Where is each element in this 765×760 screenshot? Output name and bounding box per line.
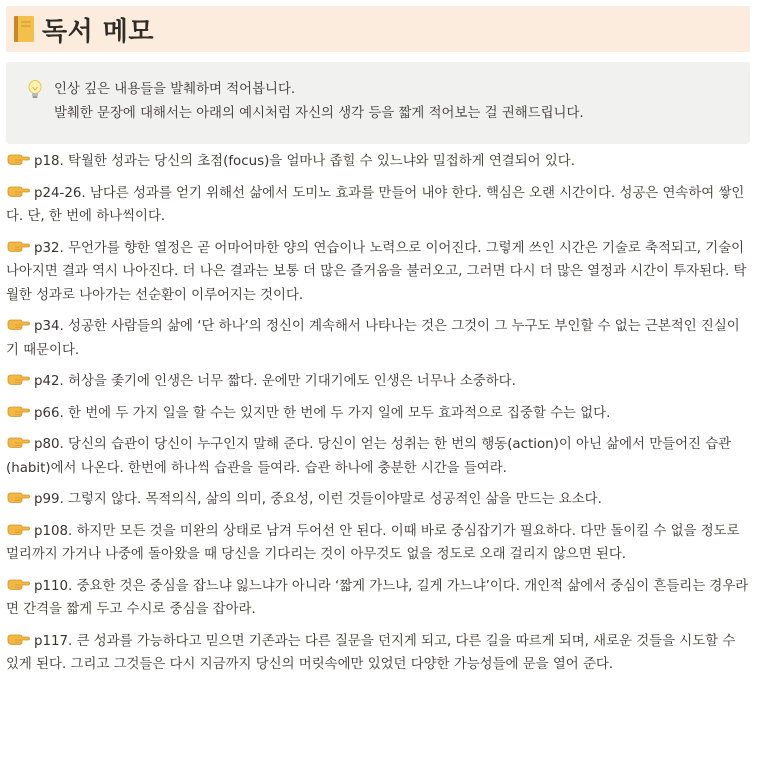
pointing-hand-icon: [6, 632, 30, 646]
note-text: [6, 182, 750, 229]
page-title[interactable]: 독서 메모: [42, 16, 155, 47]
note-item[interactable]: [6, 433, 750, 480]
note-body: p110. 중요한 것은 중심을 잡느냐 잃느냐가 아니라 ‘짧게 가느냐, 길게 가느냐’이다. 개인적 삶에서 중심이 흔들리는 경우라면 간격을 짧게 두고 수시로 중심을 잡아라.: [6, 578, 749, 617]
note-item[interactable]: [6, 575, 750, 622]
note-item[interactable]: [6, 630, 750, 677]
note-body: p80. 당신의 습관이 당신이 누구인지 말해 준다. 당신이 얻는 성취는 한 번의 행동(action)이 아닌 삶에서 만들어진 습관(habit)에서 나온다. 한번에 하나씩 습관을 들여라. 습관 하나에 충분한 시간을 들여라.: [6, 437, 732, 476]
note-body: p66. 한 번에 두 가지 일을 할 수는 있지만 한 번에 두 가지 일에 모두 효과적으로 집중할 수는 없다.: [34, 405, 611, 421]
book-icon: [12, 14, 38, 44]
note-body: p24-26. 남다른 성과를 얻기 위해선 삶에서 도미노 효과를 만들어 내야 한다. 핵심은 오랜 시간이다. 성공은 연속하여 쌓인다. 단, 한 번에 하나씩이다.: [6, 185, 745, 224]
note-text: [6, 402, 610, 426]
note-body: p99. 그렇지 않다. 목적의식, 삶의 의미, 중요성, 이런 것들이야말로 성공적인 삶을 만드는 요소다.: [34, 492, 602, 507]
notes-list: [6, 150, 750, 677]
pointing-hand-icon: [6, 577, 30, 591]
callout-text[interactable]: [54, 78, 584, 144]
pointing-hand-icon: [6, 152, 30, 166]
pointing-hand-icon: [6, 490, 30, 504]
pointing-hand-icon: [6, 239, 30, 253]
note-text: [6, 433, 750, 480]
note-text: [6, 488, 602, 512]
pointing-hand-icon: [6, 435, 30, 449]
pointing-hand-icon: [6, 372, 30, 386]
note-text: [6, 150, 575, 174]
callout-line: 인상 깊은 내용들을 발췌하며 적어봅니다.: [54, 82, 296, 97]
page-title-bar: [6, 6, 750, 52]
note-text: [6, 520, 750, 567]
note-text: [6, 315, 750, 362]
note-text: [6, 370, 516, 394]
note-text: [6, 630, 750, 677]
note-body: p32. 무언가를 향한 열정은 곧 어마어마한 양의 연습이나 노력으로 이어진다. 그렇게 쓰인 시간은 기술로 축적되고, 기술이 나아지면 결과 역시 나아진다. 더 나은 결과는 보통 더 많은 즐거움을 불러오고, 그러면 다시 더 많은 열정과 시간이 투자된다. 탁월한 성과로 나아가는 선순환이 이루어지는 것이다.: [6, 240, 747, 303]
note-body: p108. 하지만 모든 것을 미완의 상태로 남겨 두어선 안 된다. 이때 바로 중심잡기가 필요하다. 다만 돌이킬 수 없을 정도로 멀리까지 가거나 나중에 돌아왔을 때 당신을 기다리는 것이 아무것도 없을 정도로 오래 걸리지 않으면 된다.: [6, 523, 740, 562]
pointing-hand-icon: [6, 317, 30, 331]
note-body: p42. 허상을 좇기에 인생은 너무 짧다. 운에만 기대기에도 인생은 너무나 소중하다.: [34, 374, 516, 389]
pointing-hand-icon: [6, 522, 30, 536]
callout-line: 발췌한 문장에 대해서는 아래의 예시처럼 자신의 생각 등을 짧게 적어보는 걸 권해드립니다.: [54, 106, 584, 121]
note-item[interactable]: [6, 315, 750, 362]
note-body: p18. 탁월한 성과는 당신의 초점(focus)을 얼마나 좁힐 수 있느냐와 밀접하게 연결되어 있다.: [34, 154, 575, 169]
note-item[interactable]: [6, 370, 750, 394]
note-item[interactable]: [6, 520, 750, 567]
note-item[interactable]: [6, 402, 750, 426]
note-text: [6, 575, 750, 622]
pointing-hand-icon: [6, 404, 30, 418]
note-body: p34. 성공한 사람들의 삶에 ‘단 하나’의 정신이 계속해서 나타나는 것은 그것이 그 누구도 부인할 수 없는 근본적인 진실이기 때문이다.: [6, 319, 740, 358]
note-item[interactable]: [6, 237, 750, 308]
note-text: [6, 237, 750, 308]
note-item[interactable]: [6, 150, 750, 174]
note-body: p117. 큰 성과를 가능하다고 믿으면 기존과는 다른 질문을 던지게 되고, 다른 길을 따르게 되며, 새로운 것들을 시도할 수 있게 된다. 그리고 그것들은 다시 지금까지 당신의 머릿속에만 있었던 다양한 가능성들에 문을 열어 준다.: [6, 633, 736, 672]
note-item[interactable]: [6, 488, 750, 512]
pointing-hand-icon: [6, 184, 30, 198]
note-item[interactable]: [6, 182, 750, 229]
callout-block: [6, 62, 750, 144]
lightbulb-icon: [25, 79, 45, 101]
